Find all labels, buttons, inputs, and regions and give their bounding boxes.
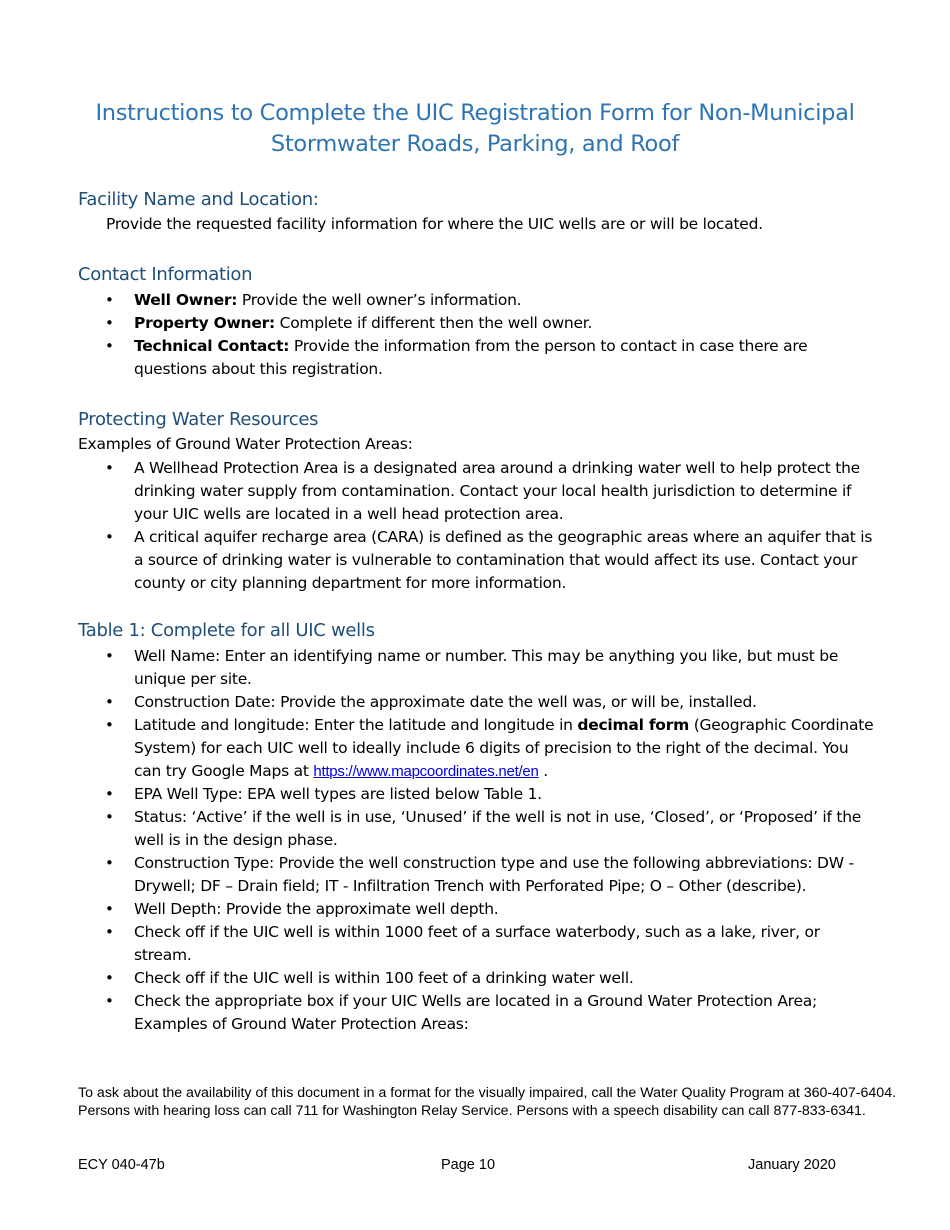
table1-heading: Table 1: Complete for all UIC wells — [78, 620, 375, 641]
bullet: • — [105, 693, 114, 711]
bullet: • — [105, 923, 114, 941]
bullet: • — [105, 647, 114, 665]
protecting-heading: Protecting Water Resources — [78, 409, 319, 430]
list-item: • Property Owner: Complete if different then the well owner. — [0, 312, 874, 335]
bullet: • — [105, 314, 114, 332]
bullet: • — [105, 808, 114, 826]
footer-page-number: Page 10 — [441, 1157, 496, 1173]
list-item: • Technical Contact: Provide the information from the person to contact in case there are questions about this registration. — [105, 337, 808, 378]
bullet: • — [105, 785, 114, 803]
list-item: • Well Name: Enter an identifying name or number. This may be anything you like, but must be unique per site. — [105, 647, 839, 688]
page-title — [0, 98, 950, 160]
list-item: • A Wellhead Protection Area is a designated area around a drinking water well to help protect the drinking water supply from contamination. Contact your local health jurisdiction to determine if your UIC wells are located in a well head protection area. — [105, 459, 860, 523]
footer-date: January 2020 — [748, 1157, 836, 1173]
list-item: • Check the appropriate box if your UIC Wells are located in a Ground Water Protection Area; Examples of Ground Water Protection Areas: — [105, 992, 817, 1033]
well-owner-label: Well Owner: — [134, 291, 238, 309]
table1-list — [0, 645, 874, 1036]
technical-contact-label: Technical Contact: — [134, 337, 290, 355]
list-item: • EPA Well Type: EPA well types are listed below Table 1. — [0, 783, 874, 806]
property-owner-label: Property Owner: — [134, 314, 275, 332]
footer-doc-id: ECY 040-47b — [78, 1157, 165, 1173]
contact-heading: Contact Information — [78, 264, 253, 285]
bullet: • — [105, 969, 114, 987]
list-item: • Construction Type: Provide the well construction type and use the following abbreviations: DW - Drywell; DF – Drain field; IT - Infiltration Trench with Perforated Pipe; O – Other (describe). — [105, 854, 854, 895]
protecting-list — [0, 457, 874, 595]
list-item: • A critical aquifer recharge area (CARA) is defined as the geographic areas where an aquifer that is a source of drinking water is vulnerable to contamination that would affect its use. Contact your county or city planning department for more information. — [105, 528, 873, 592]
title-line-1: Instructions to Complete the UIC Registration Form for Non-Municipal — [95, 100, 855, 126]
bullet: • — [105, 716, 114, 734]
bullet: • — [105, 459, 114, 477]
mapcoordinates-link[interactable]: https://www.mapcoordinates.net/en — [313, 763, 539, 780]
bullet: • — [105, 528, 114, 546]
list-item: • Well Depth: Provide the approximate well depth. — [0, 898, 874, 921]
list-item: • Check off if the UIC well is within 100 feet of a drinking water well. — [0, 967, 874, 990]
bullet: • — [105, 854, 114, 872]
facility-text: Provide the requested facility information for where the UIC wells are or will be located. — [106, 215, 763, 233]
bullet: • — [105, 992, 114, 1010]
bullet: • — [105, 337, 114, 355]
protecting-intro: Examples of Ground Water Protection Areas: — [78, 435, 413, 453]
list-item: • Well Owner: Provide the well owner’s information. — [0, 289, 874, 312]
list-item: • Construction Date: Provide the approximate date the well was, or will be, installed. — [0, 691, 874, 714]
title-line-2: Stormwater Roads, Parking, and Roof — [270, 131, 680, 157]
bullet: • — [105, 900, 114, 918]
accessibility-note: To ask about the availability of this document in a format for the visually impaired, call the Water Quality Program at 360-407-6404. Persons with hearing loss can call 711 for Washington Relay Service. Persons with a speech disability can call 877-833-6341. — [78, 1085, 897, 1119]
facility-heading: Facility Name and Location: — [78, 189, 319, 210]
list-item: • Check off if the UIC well is within 1000 feet of a surface waterbody, such as a lake, river, or stream. — [105, 923, 820, 964]
bullet: • — [105, 291, 114, 309]
list-item: • Status: ‘Active’ if the well is in use, ‘Unused’ if the well is not in use, ‘Closed’, or ‘Proposed’ if the well is in the design phase. — [105, 808, 862, 849]
contact-list — [0, 289, 874, 381]
list-item: • Latitude and longitude: Enter the latitude and longitude in decimal form (Geographic Coordinate System) for each UIC well to ideally include 6 digits of precision to the right of the decimal. You can try Google Maps at https://www.mapcoordinates.net/en . — [105, 716, 874, 780]
